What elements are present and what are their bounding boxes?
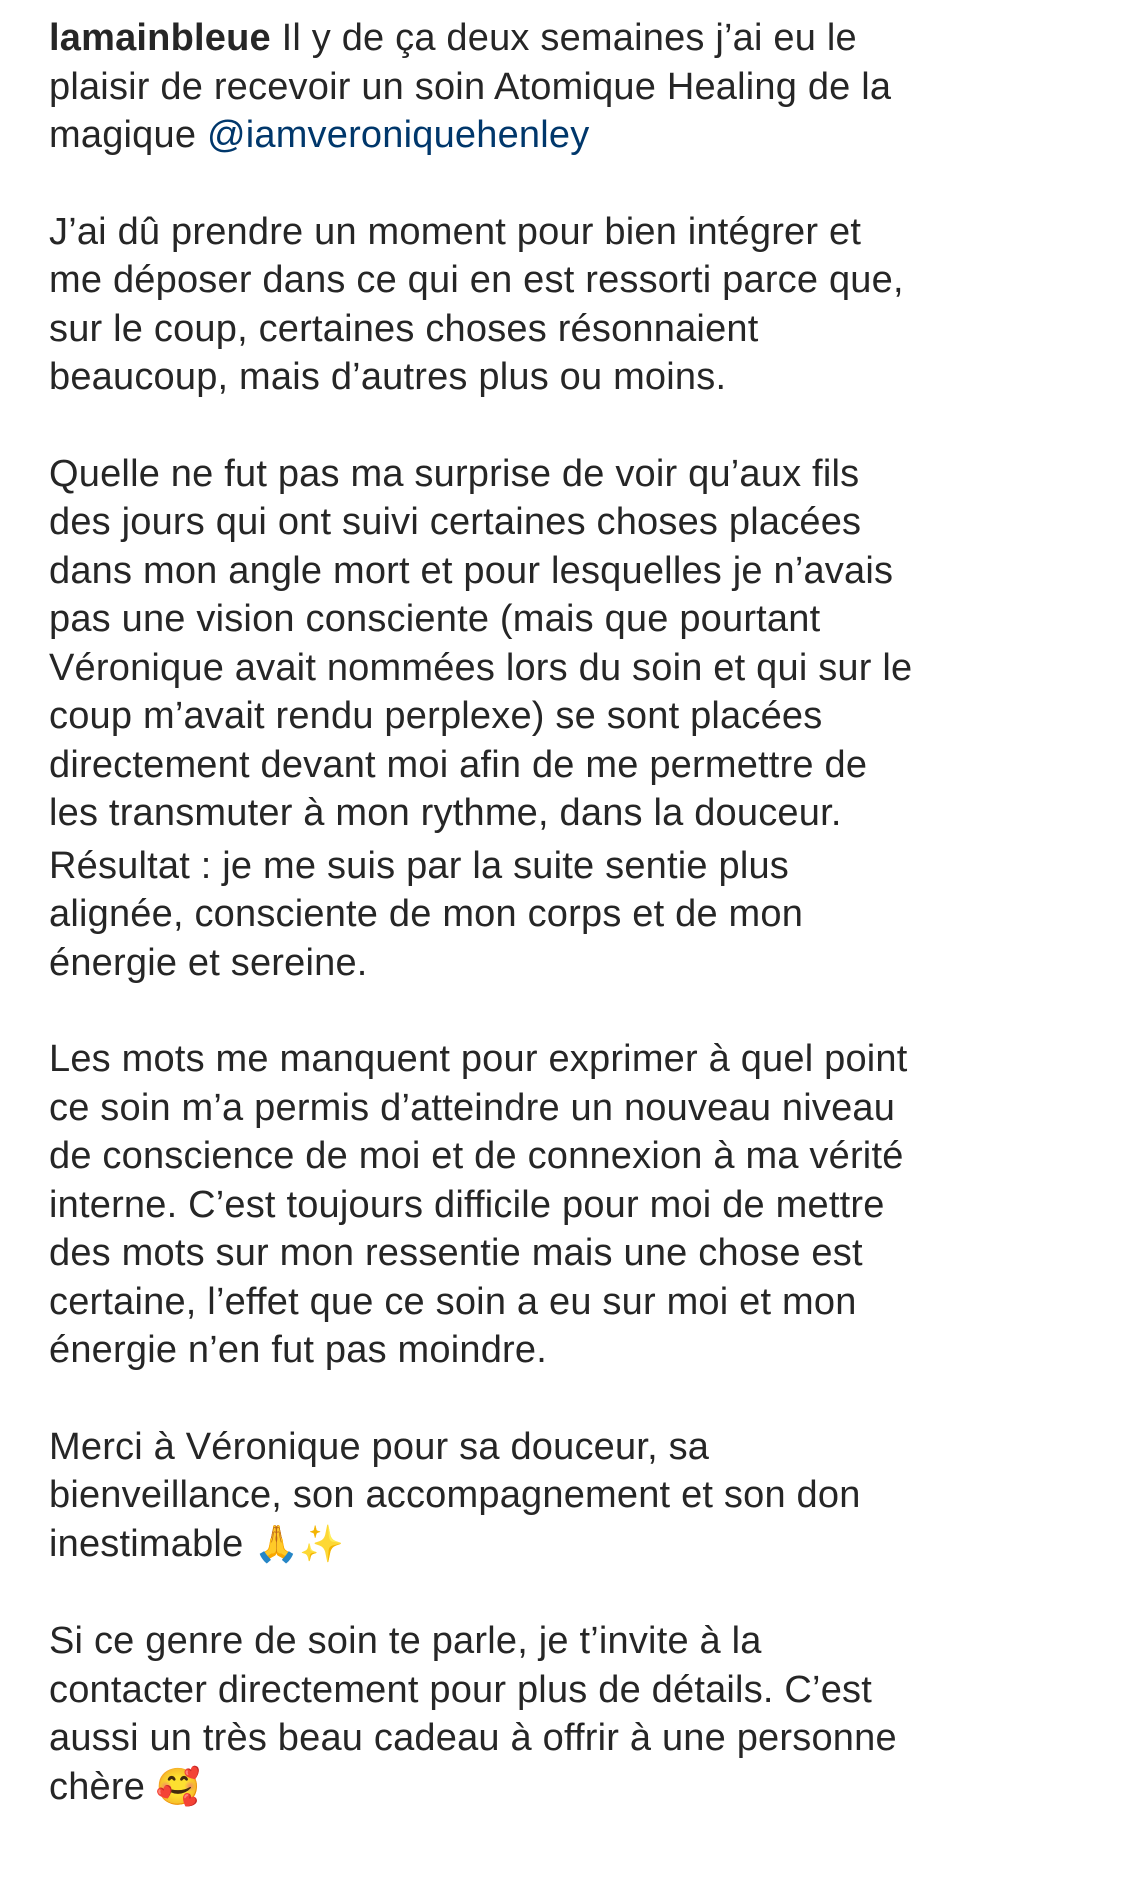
caption-paragraph-4: Les mots me manquent pour exprimer à quel point ce soin m’a permis d’atteindre un nouveau niveau de conscience de moi et de connexion à ma vérité interne. C’est toujours difficile pour moi de mettre des mots sur mon ressentie mais une chose est certaine, l’effet que ce soin a eu sur moi et mon énergie n’en fut pas moindre. (49, 1038, 908, 1371)
paragraph-6-text: Si ce genre de soin te parle, je t’invite à la contacter directement pour plus de détails. C’est aussi un très beau cadeau à offrir à une personne chère (49, 1620, 897, 1808)
intro-text: Il y de ça deux semaines j’ai eu le plaisir de recevoir un soin Atomique Healing de la magique (49, 17, 892, 156)
caption-paragraph-6 (49, 1617, 1089, 1812)
caption-intro (49, 14, 1089, 160)
smiling-face-hearts-icon: 🥰 (155, 1766, 201, 1808)
caption-paragraph-5 (49, 1423, 1089, 1570)
paragraph-5-text: Merci à Véronique pour sa douceur, sa bienveillance, son accompagnement et son don inestimable (49, 1425, 861, 1565)
caption-paragraph-2: Quelle ne fut pas ma surprise de voir qu’aux fils des jours qui ont suivi certaines choses placées dans mon angle mort et pour lesquelles je n’avais pas une vision consciente (mais que pourtant Véronique avait nommées lors du soin et qui sur le coup m’avait rendu perplexe) se sont placées directement devant moi afin de me permettre de les transmuter à mon rythme, dans la douceur. (49, 452, 913, 834)
mention-link[interactable]: @iamveroniquehenley (206, 114, 590, 156)
username-link[interactable]: lamainbleue (49, 17, 271, 59)
post-caption (49, 14, 1089, 1812)
caption-paragraph-3: Résultat : je me suis par la suite sentie plus alignée, consciente de mon corps et de mon énergie et sereine. (49, 844, 804, 984)
caption-paragraph-1: J’ai dû prendre un moment pour bien intégrer et me déposer dans ce qui en est ressorti parce que, sur le coup, certaines choses résonnaient beaucoup, mais d’autres plus ou moins. (49, 210, 904, 398)
praying-hands-sparkles-icon: 🙏✨ (254, 1523, 345, 1565)
